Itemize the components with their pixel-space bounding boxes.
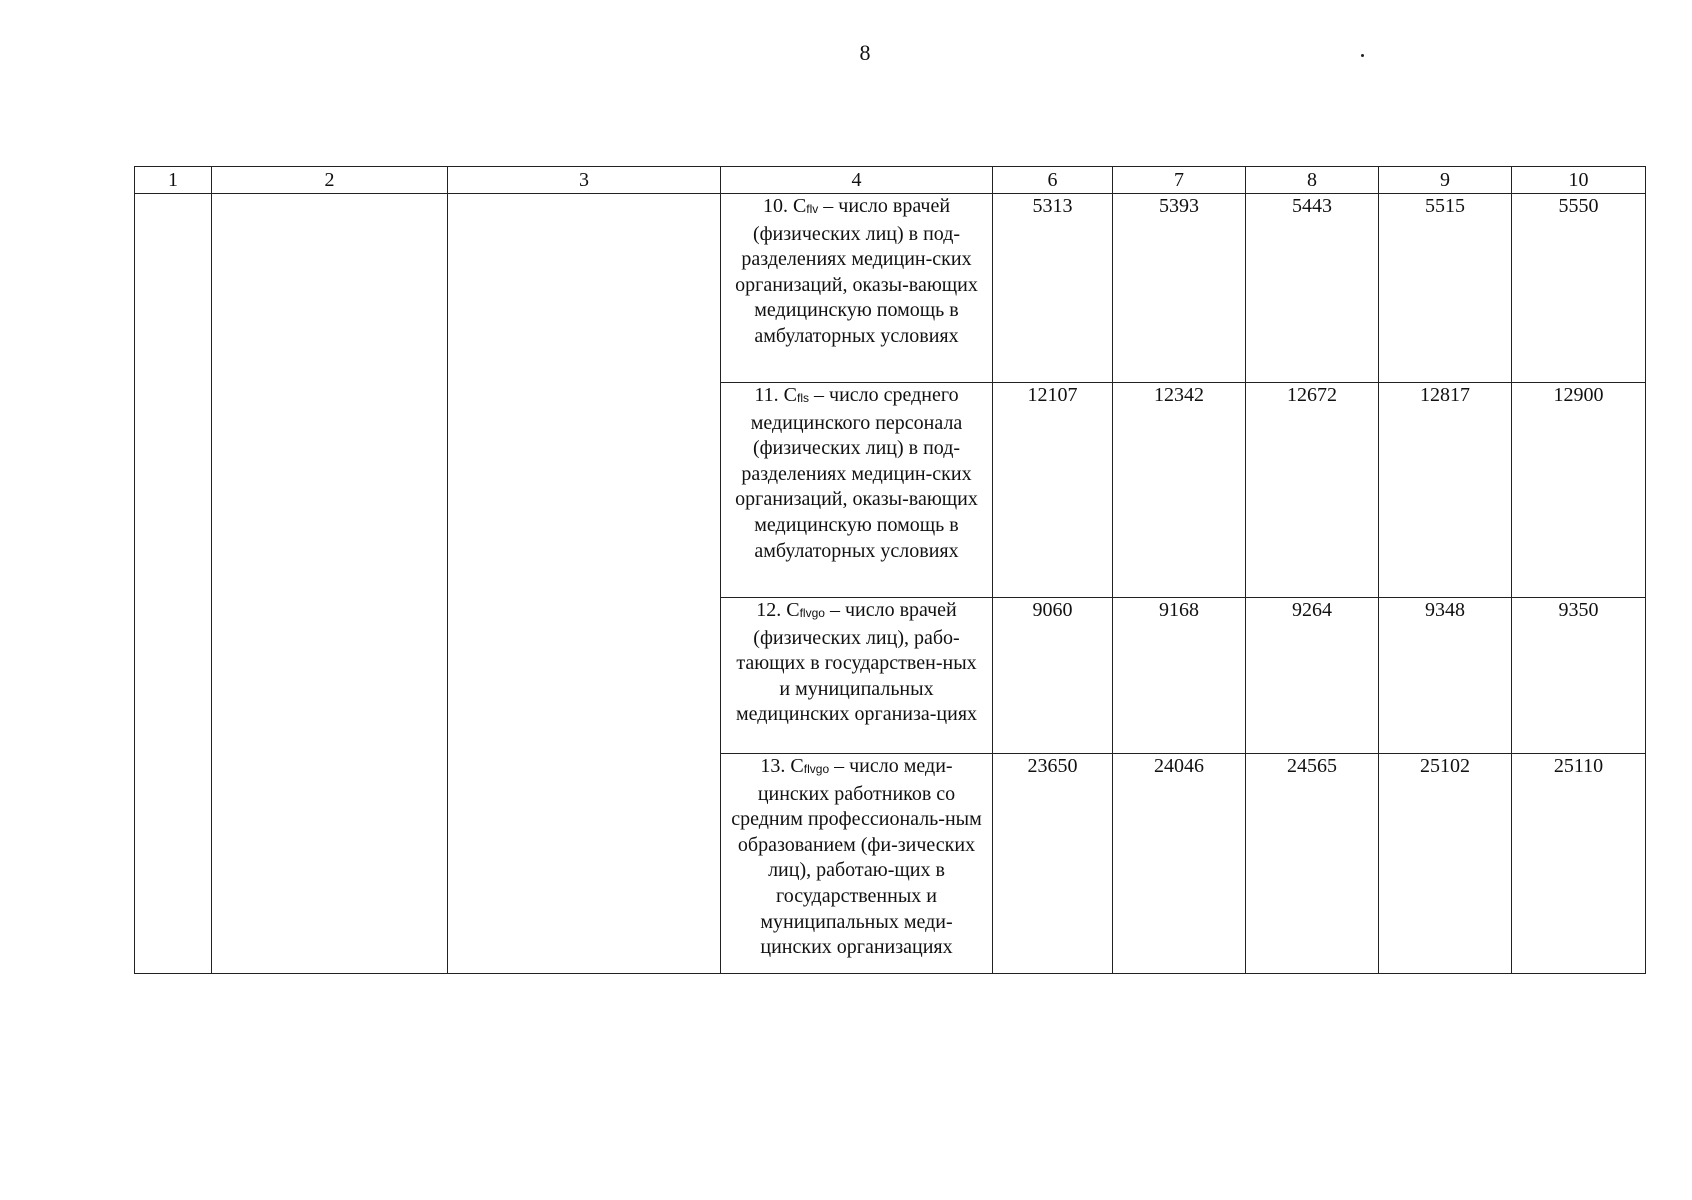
header-cell: 1 bbox=[135, 167, 212, 194]
indicator-text: – число меди-цинских работников со средним профессиональ-ным образованием (фи-зических лиц), работаю-щих в государственных и муниципальных меди-цинских организациях bbox=[731, 755, 982, 959]
value-cell: 12342 bbox=[1113, 383, 1246, 598]
indicator-description bbox=[721, 383, 993, 598]
value-cell: 9060 bbox=[993, 598, 1113, 754]
indicator-description bbox=[721, 598, 993, 754]
indicator-symbol: C bbox=[790, 755, 804, 777]
header-cell: 6 bbox=[993, 167, 1113, 194]
value-cell: 9264 bbox=[1246, 598, 1379, 754]
indicator-text: – число врачей (физических лиц) в под-разделениях медицин-ских организаций, оказы-вающих медицинскую помощь в амбулаторных условиях bbox=[735, 195, 978, 347]
value-cell: 5393 bbox=[1113, 194, 1246, 383]
indicator-description bbox=[721, 754, 993, 974]
header-row bbox=[135, 167, 1646, 194]
value-cell: 5515 bbox=[1379, 194, 1512, 383]
value-cell: 25102 bbox=[1379, 754, 1512, 974]
indicator-number: 11. bbox=[754, 384, 779, 406]
indicator-symbol: C bbox=[783, 384, 798, 406]
header-cell: 8 bbox=[1246, 167, 1379, 194]
header-cell: 4 bbox=[721, 167, 993, 194]
header-cell: 7 bbox=[1113, 167, 1246, 194]
indicators-table bbox=[134, 166, 1646, 974]
value-cell: 5313 bbox=[993, 194, 1113, 383]
indicator-symbol: C bbox=[786, 599, 800, 621]
indicator-subscript: flv bbox=[806, 202, 819, 216]
indicator-symbol: C bbox=[792, 195, 807, 217]
indicator-description bbox=[721, 194, 993, 383]
indicator-number: 12. bbox=[756, 599, 782, 621]
scan-dot bbox=[1361, 54, 1364, 57]
value-cell: 24046 bbox=[1113, 754, 1246, 974]
value-cell: 12107 bbox=[993, 383, 1113, 598]
empty-cell-col2 bbox=[212, 194, 448, 974]
value-cell: 12900 bbox=[1512, 383, 1646, 598]
page-number: 8 bbox=[859, 40, 871, 65]
header-cell: 3 bbox=[448, 167, 721, 194]
header-cell: 10 bbox=[1512, 167, 1646, 194]
value-cell: 23650 bbox=[993, 754, 1113, 974]
value-cell: 5550 bbox=[1512, 194, 1646, 383]
indicator-subscript: flvgo bbox=[799, 606, 825, 620]
value-cell: 24565 bbox=[1246, 754, 1379, 974]
empty-cell-col1 bbox=[135, 194, 212, 974]
value-cell: 9348 bbox=[1379, 598, 1512, 754]
value-cell: 9168 bbox=[1113, 598, 1246, 754]
indicator-number: 13. bbox=[760, 755, 786, 777]
table-row bbox=[135, 194, 1646, 383]
indicator-subscript: flvgo bbox=[803, 762, 830, 776]
value-cell: 5443 bbox=[1246, 194, 1379, 383]
empty-cell-col3 bbox=[448, 194, 721, 974]
indicator-subscript: fls bbox=[797, 391, 810, 405]
value-cell: 9350 bbox=[1512, 598, 1646, 754]
indicator-text: – число среднего медицинского персонала (физических лиц) в под-разделениях медицин-ских организаций, оказы-вающих медицинскую помощь в амбулаторных условиях bbox=[735, 384, 978, 562]
value-cell: 12817 bbox=[1379, 383, 1512, 598]
indicator-number: 10. bbox=[762, 195, 788, 217]
header-cell: 2 bbox=[212, 167, 448, 194]
indicator-text: – число врачей (физических лиц), рабо-тающих в государствен-ных и муниципальных медицинских организа-циях bbox=[735, 599, 978, 726]
value-cell: 25110 bbox=[1512, 754, 1646, 974]
value-cell: 12672 bbox=[1246, 383, 1379, 598]
header-cell: 9 bbox=[1379, 167, 1512, 194]
